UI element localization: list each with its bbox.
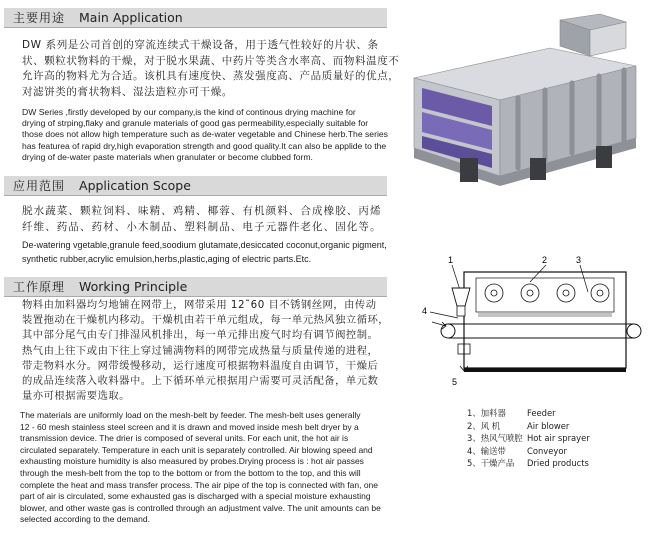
air-blower-fans [485,284,609,302]
working-principle-en-title: Working Principle [79,279,188,294]
diagram-label-5: 5 [452,377,458,387]
legend-zh: 1、加料器 [467,408,506,418]
text-line: De-watering vgetable,granule feed,soodium glutamate,desiccated coconut,organic pigment, [22,240,387,250]
legend-item [467,445,590,458]
text-line: synthetic rubber,acrylic emulsion,herbs,plastic,aging of electric parts.Etc. [22,254,312,264]
conveyor-belt [441,324,641,338]
main-application-en-title: Main Application [79,10,183,25]
text-line: 带走物料水分。网带缓慢移动，运行速度可根据物料温度自由调节，干燥后 [22,359,379,372]
text-line: blower, and other waste gas is controlled through an adjustment valve. The unit amounts can be [20,502,381,513]
dryer-machine-photo [400,8,646,194]
legend-item [467,457,590,470]
text-line: 脱水蔬菜、颗粒饲料、味精、鸡精、椰蓉、有机颜料、合成橡胶、丙烯 [22,205,382,217]
text-line: 的成品连续落入收料器中。上下循环单元根据用户需要可灵活配备，单元数 [22,375,379,388]
main-application-en-text [22,107,388,163]
text-line: 其中部分尾气由专门排湿风机排出，每一单元排出废气时均有调节阀控制。 [22,329,379,342]
legend-item [467,407,590,420]
working-principle-en-text [20,410,381,526]
diagram-label-3: 3 [576,255,582,265]
legend-zh: 4、输送带 [467,445,506,456]
legend-zh: 5、干燥产品 [467,458,515,469]
text-line: 装置拖动在干燥机内移动。干燥机由若干单元组成，每一单元热风独立循环， [22,314,390,327]
text-line: The materials are uniformly load on the mesh-belt by feeder. The mesh-belt uses generally [20,410,361,420]
text-line: DW Series ,firstly developed by our company,is the kind of continous drying machine for [22,107,356,117]
text-line: has featurea of rapid dry,high evaporation strength and good quality.It can also be applide to the [22,140,387,151]
main-application-zh-title: 主要用途 [13,11,66,25]
text-line: drying of strping,flaky and granule materials of good gas permeability,especially suitable for [22,118,369,129]
application-scope-zh-text [22,204,382,235]
legend-en: Hot air sprayer [527,433,590,444]
text-line: 热气由上往下或由下往上穿过铺满物料的网带完成热量与质量传递的进程， [22,344,379,357]
diagram-legend [467,407,590,470]
working-principle-header [4,277,387,297]
text-line: part of air is circulated, some exhausted gas is discharged with a special moisture exhausting [20,491,371,502]
feeder-hopper [452,288,470,306]
application-scope-zh-title: 应用范围 [13,179,66,193]
legend-en: Conveyor [527,445,567,456]
text-line: selected according to the demand. [20,514,150,525]
diagram-label-2: 2 [542,255,548,265]
text-line: through the mesh-belt from the top to the bottom or from the bottom to the top, and this will [20,467,361,478]
legend-item [467,420,590,433]
text-line: 量亦可根据需要选取。 [22,390,130,403]
application-scope-header [4,176,387,196]
text-line: circulated separately. Temperature in each unit is separately controlled. Air blowing speed and [20,444,373,455]
legend-item [467,432,590,445]
text-line: 物料由加料器均匀地铺在网带上，网带采用 12˜60 目不锈钢丝网，由传动 [22,299,377,311]
main-application-zh-text [22,38,399,100]
text-line: exhausting moisture humidity is also measured by probes.Drying process is : hot air passes [20,456,364,467]
text-line: transmission device. The drier is composed of several units. For each unit, the hot air is [20,433,349,444]
text-line: DW 系列是公司首创的穿流连续式干燥设备，用于透气性较好的片状、条 [22,39,379,51]
text-line: 状、颗粒状物料的干燥，对于脱水果蔬、中药片等类含水率高、而物料温度不 [22,54,400,67]
text-line: 允许高的物料尤为合适。该机具有速度快、蒸发强度高、产品质量好的优点， [22,70,400,82]
legend-en: Dried products [527,458,589,469]
legend-en: Air blower [527,420,570,431]
text-line: complete the heat and mass transfer process. The air pipe of the top is connected with fan, one [20,479,378,490]
application-scope-en-title: Application Scope [79,178,191,193]
text-line: those does not allow high temperature such as de-water vegetable and Chinese herb.The series [22,129,388,140]
dryer-schematic-diagram [418,252,646,392]
text-line: 对滤饼类的膏状物料、湿法造粒亦可干燥。 [22,85,233,98]
legend-zh: 3、热风气喷腔 [467,433,523,444]
application-scope-en-text [22,238,387,266]
text-line: 纤维、药品、药材、小木制品、塑料制品、电子元器件老化、固化等。 [22,220,382,233]
legend-zh: 2、风 机 [467,420,501,431]
text-line: drying of de-water paste materials when granulater or become clubbed form. [22,151,313,162]
legend-en: Feeder [527,408,556,418]
diagram-label-4: 4 [422,306,428,316]
main-application-header [4,8,387,28]
diagram-label-1: 1 [448,255,454,265]
working-principle-zh-text [22,298,389,404]
text-line: 12 - 60 mesh stainless steel screen and it is drawn and moved inside mesh belt dryer by a [20,421,359,432]
working-principle-zh-title: 工作原理 [13,280,66,294]
